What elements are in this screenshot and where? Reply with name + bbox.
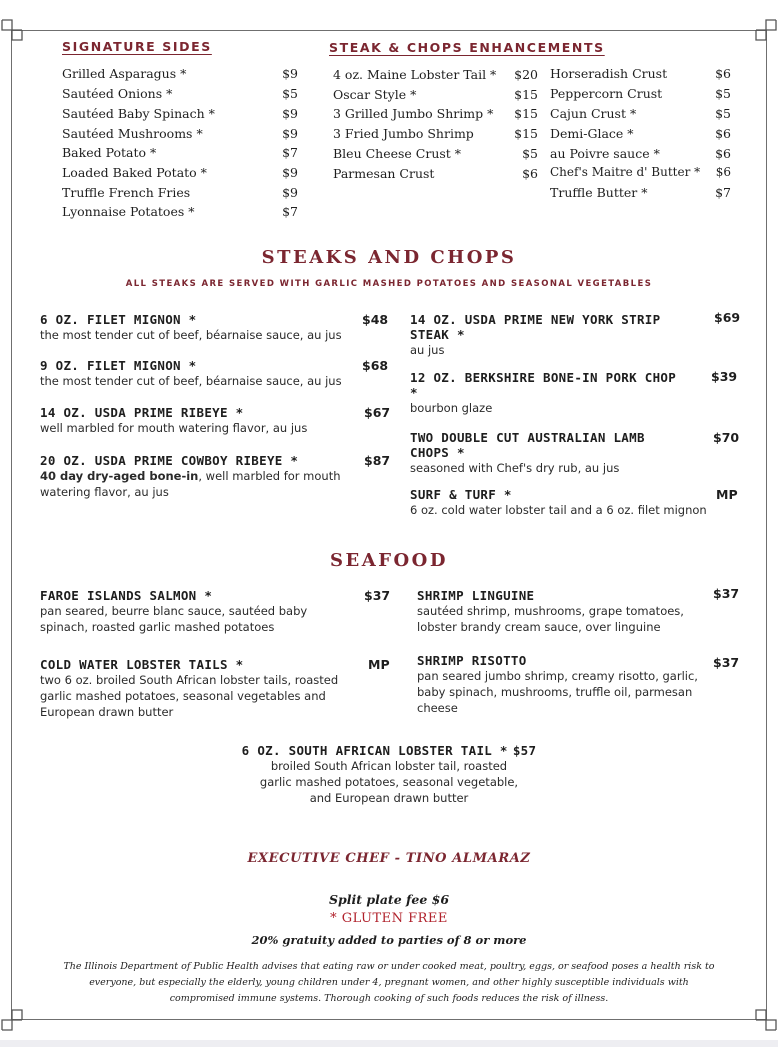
menu-item <box>40 358 360 389</box>
side-item-price: $9 <box>282 106 298 121</box>
enhancements-heading: STEAK & CHOPS ENHANCEMENTS <box>329 40 605 55</box>
enhancement-item <box>550 106 731 121</box>
side-item <box>62 86 298 101</box>
item-price: MP <box>368 657 390 672</box>
enhancement-item <box>333 87 538 102</box>
disclaimer-line: compromised immune systems. Thorough cooking of such foods reduces the risk of illness. <box>169 993 609 1004</box>
item-description: the most tender cut of beef, béarnaise sauce, au jus <box>40 374 342 388</box>
side-item <box>62 126 298 141</box>
steaks-subheading: ALL STEAKS ARE SERVED WITH GARLIC MASHED POTATOES AND SEASONAL VEGETABLES <box>125 279 653 289</box>
item-description-highlight: 40 day dry-aged bone-in <box>40 469 199 483</box>
executive-chef: EXECUTIVE CHEF - TINO ALMARAZ <box>247 851 531 866</box>
menu-item <box>40 453 355 500</box>
corner-ornament-bottom-left <box>0 1008 24 1032</box>
side-item-price: $9 <box>282 165 298 180</box>
menu-item <box>417 588 697 635</box>
enhancement-name: 3 Grilled Jumbo Shrimp * <box>333 106 494 121</box>
side-item-price: $9 <box>282 66 298 81</box>
enhancement-item <box>333 146 538 161</box>
enhancement-item <box>550 146 731 161</box>
side-item <box>62 185 298 200</box>
enhancement-price: $6 <box>715 165 731 179</box>
side-item <box>62 66 298 81</box>
featured-item <box>0 742 778 806</box>
item-price: $69 <box>714 310 741 325</box>
item-description: pan seared, beurre blanc sauce, sautéed baby spinach, roasted garlic mashed potatoes <box>40 604 308 634</box>
item-price: $87 <box>364 453 391 468</box>
enhancement-name: Peppercorn Crust <box>550 86 663 101</box>
enhancement-item <box>333 106 538 121</box>
item-description: the most tender cut of beef, béarnaise sauce, au jus <box>40 328 342 342</box>
menu-item <box>40 657 340 720</box>
item-description: bourbon glaze <box>410 401 493 415</box>
item-price: $57 <box>512 743 537 758</box>
enhancement-price: $6 <box>715 126 731 141</box>
item-price: $37 <box>713 586 740 601</box>
side-item-name: Sautéed Mushrooms * <box>62 126 203 141</box>
item-name: TWO DOUBLE CUT AUSTRALIAN LAMB CHOPS * <box>410 430 645 460</box>
item-name: SURF & TURF * <box>410 487 512 502</box>
enhancement-name: Cajun Crust * <box>550 106 637 121</box>
enhancement-name: 4 oz. Maine Lobster Tail * <box>333 67 497 82</box>
item-description-line: garlic mashed potatoes, seasonal vegetable, <box>259 775 519 789</box>
enhancement-name: Horseradish Crust <box>550 66 668 81</box>
disclaimer-line: everyone, but especially the elderly, young children under 4, pregnant women, and other highly susceptible individuals with <box>89 977 689 988</box>
enhancement-price: $7 <box>715 185 731 200</box>
item-description: seasoned with Chef's dry rub, au jus <box>410 461 620 475</box>
bottom-strip <box>0 1040 778 1047</box>
side-item-name: Truffle French Fries <box>62 185 191 200</box>
enhancement-item <box>550 185 731 200</box>
health-disclaimer <box>0 959 778 1007</box>
side-item-name: Sautéed Onions * <box>62 86 173 101</box>
enhancement-item <box>333 67 538 82</box>
side-item-name: Lyonnaise Potatoes * <box>62 204 195 219</box>
side-item-price: $7 <box>282 204 298 219</box>
item-description-line: broiled South African lobster tail, roasted <box>270 759 508 773</box>
enhancement-item <box>550 165 731 179</box>
item-description: well marbled for mouth watering flavor, au jus <box>40 421 308 435</box>
steaks-heading: STEAKS AND CHOPS <box>261 247 517 268</box>
item-description: pan seared jumbo shrimp, creamy risotto, garlic, baby spinach, mushrooms, truffle oil, parmesan cheese <box>417 669 698 715</box>
enhancement-item <box>333 126 538 141</box>
side-item-name: Grilled Asparagus * <box>62 66 187 81</box>
item-price: $48 <box>362 312 389 327</box>
item-price: MP <box>716 487 738 502</box>
item-name: SHRIMP LINGUINE <box>417 588 535 603</box>
enhancement-price: $6 <box>715 146 731 161</box>
item-price: $39 <box>711 369 738 384</box>
item-description <box>40 468 355 500</box>
enhancement-price: $6 <box>715 66 731 81</box>
corner-ornament-top-left <box>0 18 24 42</box>
item-description-rest: , well marbled for mouth watering flavor, au jus <box>40 469 341 499</box>
item-price: $37 <box>364 588 391 603</box>
side-item-price: $9 <box>282 126 298 141</box>
enhancement-name: 3 Fried Jumbo Shrimp <box>333 126 474 141</box>
item-description: 6 oz. cold water lobster tail and a 6 oz. filet mignon <box>410 503 707 517</box>
gratuity-note: 20% gratuity added to parties of 8 or more <box>251 933 527 947</box>
enhancement-price: $5 <box>715 86 731 101</box>
side-item <box>62 145 298 160</box>
item-name: 20 OZ. USDA PRIME COWBOY RIBEYE * <box>40 453 299 468</box>
enhancement-price: $6 <box>522 166 538 181</box>
side-item-name: Baked Potato * <box>62 145 157 160</box>
enhancement-item <box>550 66 731 81</box>
seafood-heading: SEAFOOD <box>330 550 448 571</box>
item-price: $37 <box>713 655 740 670</box>
side-item-name: Sautéed Baby Spinach * <box>62 106 215 121</box>
item-description: sautéed shrimp, mushrooms, grape tomatoes, lobster brandy cream sauce, over linguine <box>417 604 684 634</box>
enhancement-price: $15 <box>514 106 538 121</box>
enhancement-price: $5 <box>715 106 731 121</box>
side-item <box>62 204 298 219</box>
enhancement-price: $15 <box>514 126 538 141</box>
signature-sides-heading: SIGNATURE SIDES <box>62 39 212 54</box>
split-plate-fee: Split plate fee $6 <box>328 892 450 907</box>
item-name: FAROE ISLANDS SALMON * <box>40 588 213 603</box>
menu-item <box>40 312 350 343</box>
enhancement-name: Chef's Maitre d' Butter * <box>550 165 701 179</box>
corner-ornament-top-right <box>754 18 778 42</box>
item-description: two 6 oz. broiled South African lobster tails, roasted garlic mashed potatoes, seasonal vegetables and European drawn butter <box>40 673 339 719</box>
enhancement-item <box>550 126 731 141</box>
disclaimer-line: The Illinois Department of Public Health advises that eating raw or under cooked meat, poultry, eggs, or seafood poses a health risk to <box>63 961 715 972</box>
item-name: 12 OZ. BERKSHIRE BONE-IN PORK CHOP * <box>410 370 677 400</box>
item-name: 6 OZ. FILET MIGNON * <box>40 312 197 327</box>
enhancement-name: au Poivre sauce * <box>550 146 660 161</box>
side-item-price: $5 <box>282 86 298 101</box>
enhancement-name: Demi-Glace * <box>550 126 634 141</box>
enhancement-price: $15 <box>514 87 538 102</box>
menu-item <box>410 370 680 416</box>
item-price: $67 <box>364 405 391 420</box>
menu-item <box>410 487 710 518</box>
enhancement-price: $5 <box>522 146 538 161</box>
enhancement-item <box>333 166 538 181</box>
enhancement-price: $20 <box>514 67 538 82</box>
menu-item <box>410 312 670 358</box>
item-description: au jus <box>410 343 445 357</box>
item-name: 6 OZ. SOUTH AFRICAN LOBSTER TAIL * <box>241 743 508 758</box>
item-price: $70 <box>713 430 740 445</box>
enhancement-name: Oscar Style * <box>333 87 417 102</box>
menu-item <box>40 588 340 635</box>
enhancement-name: Bleu Cheese Crust * <box>333 146 462 161</box>
gluten-free-note: * GLUTEN FREE <box>330 911 448 926</box>
item-name: SHRIMP RISOTTO <box>417 653 527 668</box>
enhancement-name: Truffle Butter * <box>550 185 648 200</box>
side-item-price: $7 <box>282 145 298 160</box>
item-name: 14 OZ. USDA PRIME NEW YORK STRIP STEAK * <box>410 312 661 342</box>
item-name: 9 OZ. FILET MIGNON * <box>40 358 197 373</box>
menu-item <box>410 430 680 476</box>
corner-ornament-bottom-right <box>754 1008 778 1032</box>
side-item-price: $9 <box>282 185 298 200</box>
menu-item <box>40 405 360 436</box>
side-item-name: Loaded Baked Potato * <box>62 165 207 180</box>
item-name: 14 OZ. USDA PRIME RIBEYE * <box>40 405 244 420</box>
menu-item <box>417 653 712 716</box>
item-price: $68 <box>362 358 389 373</box>
enhancement-item <box>550 86 731 101</box>
item-description-line: and European drawn butter <box>309 791 469 805</box>
item-name: COLD WATER LOBSTER TAILS * <box>40 657 244 672</box>
side-item <box>62 165 298 180</box>
enhancement-name: Parmesan Crust <box>333 166 435 181</box>
side-item <box>62 106 298 121</box>
